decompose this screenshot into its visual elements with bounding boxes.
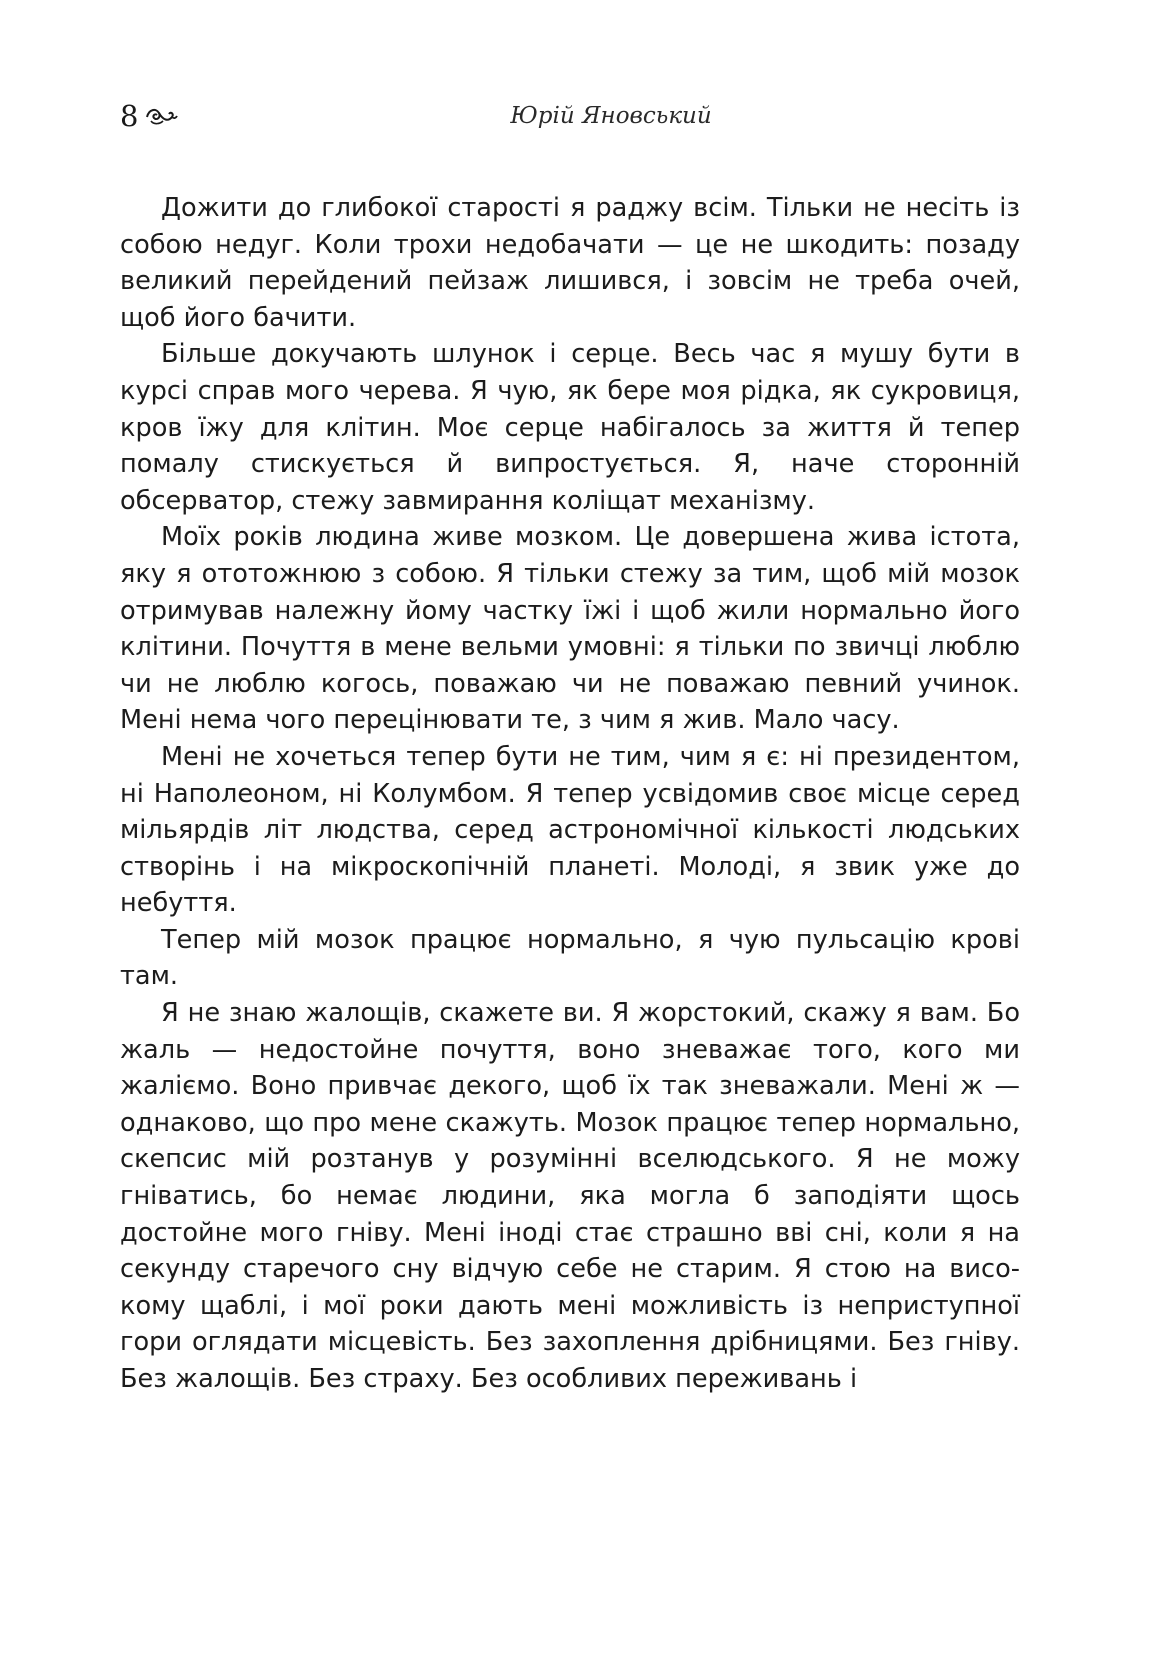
running-title: Юрій Яновський — [510, 103, 712, 129]
paragraph: Я не знаю жалощів, скажете ви. Я жорстокий, скажу я вам. Бо жаль — недостойне почуття, воно зневажає того, кого ми жаліємо. Воно привчає декого, щоб їх так зневажали. Мені ж — однаково, що про мене скажуть. Мозок працює тепер нормально, скепсис мій розтанув у розумінні вселюдського. Я не можу гніватись, бо немає людини, яка могла б заподіяти щось достойне мого гніву. Мені іноді стає страшно вві сні, коли я на секунду старечого сну відчую себе не старим. Я стою на високому щаблі, і мої роки дають мені можливість із неприступної гори оглядати місцевість. Без захоплення дрібницями. Без гніву. Без жалощів. Без страху. Без особливих переживань і — [120, 998, 1020, 1394]
text-body — [120, 190, 1020, 1398]
page-header — [116, 96, 1016, 136]
page-number: 8 — [120, 99, 139, 133]
paragraph: Більше докучають шлунок і серце. Весь час я мушу бути в курсі справ мого черева. Я чую, як бере моя рідка, як сукровиця, кров їжу для клітин. Моє серце набігалось за життя й тепер помалу стискується й випростується. Я, наче сторонній обсерватор, стежу завмирання коліщат механізму. — [120, 339, 1020, 516]
paragraph: Тепер мій мозок працює нормально, я чую пульсацію крові там. — [120, 924, 1020, 992]
paragraph: Моїх років людина живе мозком. Це довершена жива істота, яку я ототожнюю з собою. Я тільки стежу за тим, щоб мій мозок отримував належну йому частку їжі і щоб жили нормально його клітини. Почуття в мене вельми умовні: я тільки по звичці люблю чи не люблю когось, поважаю чи не поважаю певний учинок. Мені нема чого перецінювати те, з чим я жив. Мало часу. — [120, 522, 1020, 736]
paragraph: Дожити до глибокої старості я раджу всім. Тільки не несіть із собою недуг. Коли трохи недобачати — це не шкодить: позаду великий перейдений пейзаж лишився, і зовсім не треба очей, щоб його бачити. — [120, 193, 1020, 333]
paragraph: Мені не хочеться тепер бути не тим, чим я є: ні президентом, ні Наполеоном, ні Колумбом. Я тепер усвідомив своє місце серед мільярдів літ людства, серед астрономічної кількості людських створінь і на мікроскопічній планеті. Молоді, я звик уже до небуття. — [120, 741, 1020, 919]
